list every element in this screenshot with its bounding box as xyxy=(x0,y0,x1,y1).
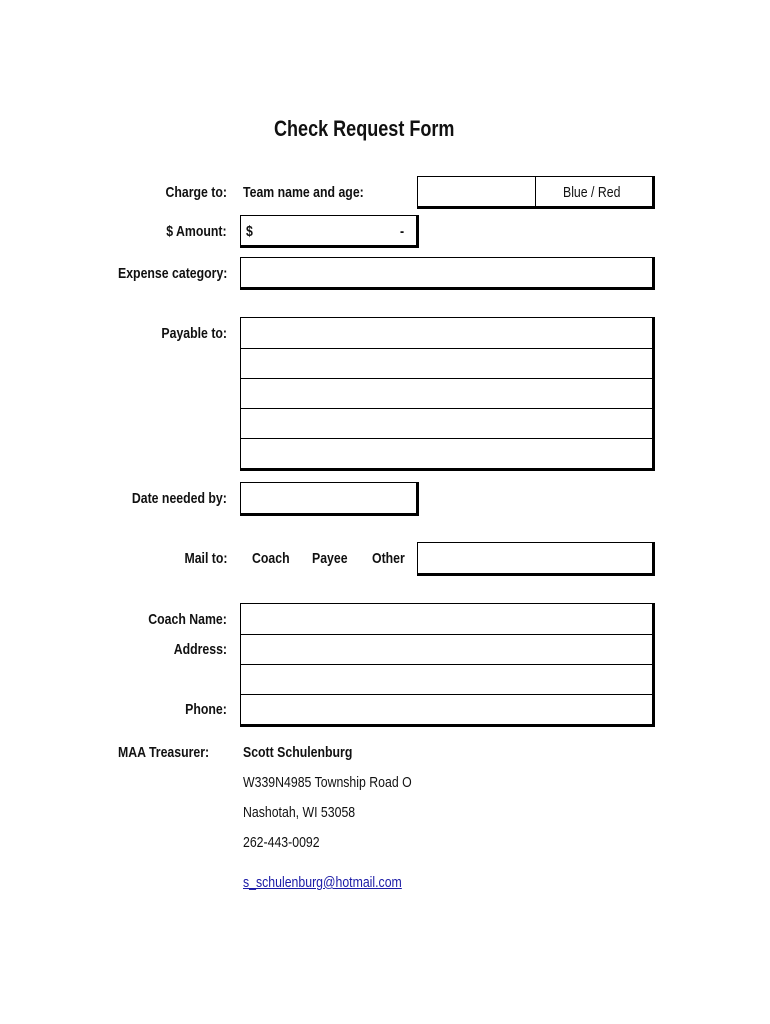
treasurer-address-line1: W339N4985 Township Road O xyxy=(243,774,412,791)
treasurer-name: Scott Schulenburg xyxy=(243,744,353,761)
mail-option-coach[interactable]: Coach xyxy=(252,550,290,567)
treasurer-phone: 262-443-0092 xyxy=(243,834,320,851)
address-label: Address: xyxy=(173,641,227,658)
other-mail-field[interactable] xyxy=(417,542,655,576)
coach-line-1 xyxy=(241,634,653,635)
team-color-choice[interactable]: Blue / Red xyxy=(563,184,621,201)
date-needed-label: Date needed by: xyxy=(131,490,227,507)
amount-field[interactable] xyxy=(240,215,419,248)
mail-option-payee[interactable]: Payee xyxy=(312,550,348,567)
mail-option-other[interactable]: Other xyxy=(372,550,405,567)
treasurer-label: MAA Treasurer: xyxy=(118,744,210,761)
expense-category-label: Expense category: xyxy=(117,265,227,282)
payable-to-label: Payable to: xyxy=(161,325,227,342)
treasurer-address-line2: Nashotah, WI 53058 xyxy=(243,804,356,821)
field-divider xyxy=(535,177,536,206)
coach-name-label: Coach Name: xyxy=(148,611,227,628)
payable-line-1 xyxy=(241,348,653,349)
amount-label: $ Amount: xyxy=(166,223,227,240)
date-needed-field[interactable] xyxy=(240,482,419,516)
currency-symbol: $ xyxy=(246,223,253,240)
coach-line-3 xyxy=(241,694,653,695)
page-title: Check Request Form xyxy=(274,116,455,141)
amount-dash: - xyxy=(400,223,405,240)
phone-label: Phone: xyxy=(185,701,227,718)
treasurer-email-link[interactable]: s_schulenburg@hotmail.com xyxy=(243,874,402,891)
payable-line-3 xyxy=(241,408,653,409)
payable-line-4 xyxy=(241,438,653,439)
charge-to-label: Charge to: xyxy=(165,184,227,201)
payable-line-2 xyxy=(241,378,653,379)
team-name-label: Team name and age: xyxy=(243,184,364,201)
coach-info-field[interactable] xyxy=(240,603,655,727)
mail-to-label: Mail to: xyxy=(183,550,227,567)
coach-line-2 xyxy=(241,664,653,665)
payable-to-field[interactable] xyxy=(240,317,655,471)
expense-category-field[interactable] xyxy=(240,257,655,290)
